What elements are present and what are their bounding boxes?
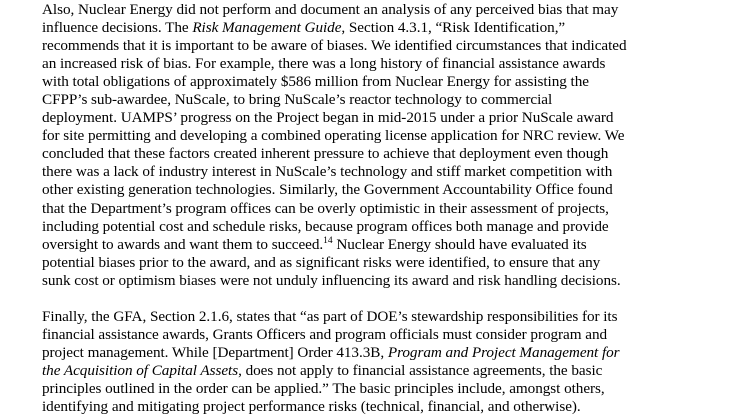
- document-page: [42, 1, 722, 416]
- text-line: [42, 181, 722, 199]
- text-run: , Section 4.3.1, “Risk Identification,”: [341, 19, 566, 37]
- text-run: CFPP’s sub-awardee, NuScale, to bring NuScale’s reactor technology to commercial: [42, 91, 553, 109]
- text-run: for site permitting and developing a combined operating license application for NRC review. We: [42, 127, 625, 145]
- text-run: Nuclear Energy should have evaluated its: [332, 235, 587, 253]
- text-run: potential biases prior to the award, and as significant risks were identified, to ensure that any: [42, 253, 601, 271]
- italic-title: the Acquisition of Capital Assets: [42, 361, 239, 379]
- text-run: project management. While [Department] Order 413.3B,: [42, 343, 388, 361]
- text-line: [42, 127, 722, 145]
- text-run: an increased risk of bias. For example, there was a long history of financial assistance awards: [42, 55, 606, 73]
- text-line: [42, 272, 722, 290]
- text-run: identifying and mitigating project performance risks (technical, financial, and otherwise).: [42, 397, 581, 415]
- text-line: [42, 362, 722, 380]
- italic-title: Program and Project Management for: [387, 343, 620, 361]
- text-run: deployment. UAMPS’ progress on the Project began in mid-2015 under a prior NuScale award: [42, 109, 614, 127]
- text-line: [42, 73, 722, 91]
- text-run: Finally, the GFA, Section 2.1.6, states that “as part of DOE’s stewardship responsibilities for its: [42, 307, 618, 325]
- text-line: [42, 19, 722, 37]
- text-run: there was a lack of industry interest in NuScale’s technology and stiff market competition with: [42, 163, 613, 181]
- text-run: , does not apply to financial assistance agreements, the basic: [238, 361, 603, 379]
- text-run: Also, Nuclear Energy did not perform and document an analysis of any perceived bias that may: [42, 1, 619, 18]
- text-run: influence decisions. The: [42, 19, 193, 37]
- text-line: [42, 398, 722, 416]
- text-run: recommends that it is important to be aware of biases. We identified circumstances that indicated: [42, 37, 627, 55]
- text-line: [42, 380, 722, 398]
- text-line: [42, 91, 722, 109]
- text-line: [42, 254, 722, 272]
- text-run: sunk cost or optimism biases were not unduly influencing its award and risk handling decisions.: [42, 271, 621, 289]
- text-line: [42, 37, 722, 55]
- text-run: with total obligations of approximately $586 million from Nuclear Energy for assisting the: [42, 73, 589, 91]
- text-line: [42, 109, 722, 127]
- text-run: oversight to awards and want them to succeed.: [42, 235, 324, 253]
- text-line: [42, 344, 722, 362]
- text-run: principles outlined in the order can be applied.” The basic principles include, amongst others,: [42, 379, 605, 397]
- text-line: [42, 308, 722, 326]
- italic-title: Risk Management Guide: [192, 19, 342, 37]
- text-line: [42, 145, 722, 163]
- paragraph-bias-analysis: [42, 1, 722, 290]
- text-run: that the Department’s program offices can be overly optimistic in their assessment of projects,: [42, 199, 609, 217]
- text-line: [42, 200, 722, 218]
- text-run: concluded that these factors created inherent pressure to achieve that deployment even though: [42, 145, 609, 163]
- text-line: [42, 163, 722, 181]
- text-line: [42, 326, 722, 344]
- text-run: other existing generation technologies. Similarly, the Government Accountability Office found: [42, 181, 613, 199]
- text-run: financial assistance awards, Grants Officers and program officials must consider program and: [42, 325, 608, 343]
- text-line: [42, 218, 722, 236]
- footnote-reference: 14: [323, 235, 333, 246]
- text-line: [42, 236, 722, 254]
- text-line: [42, 1, 722, 19]
- text-run: including potential cost and schedule risks, because program offices both manage and provide: [42, 217, 609, 235]
- text-line: [42, 55, 722, 73]
